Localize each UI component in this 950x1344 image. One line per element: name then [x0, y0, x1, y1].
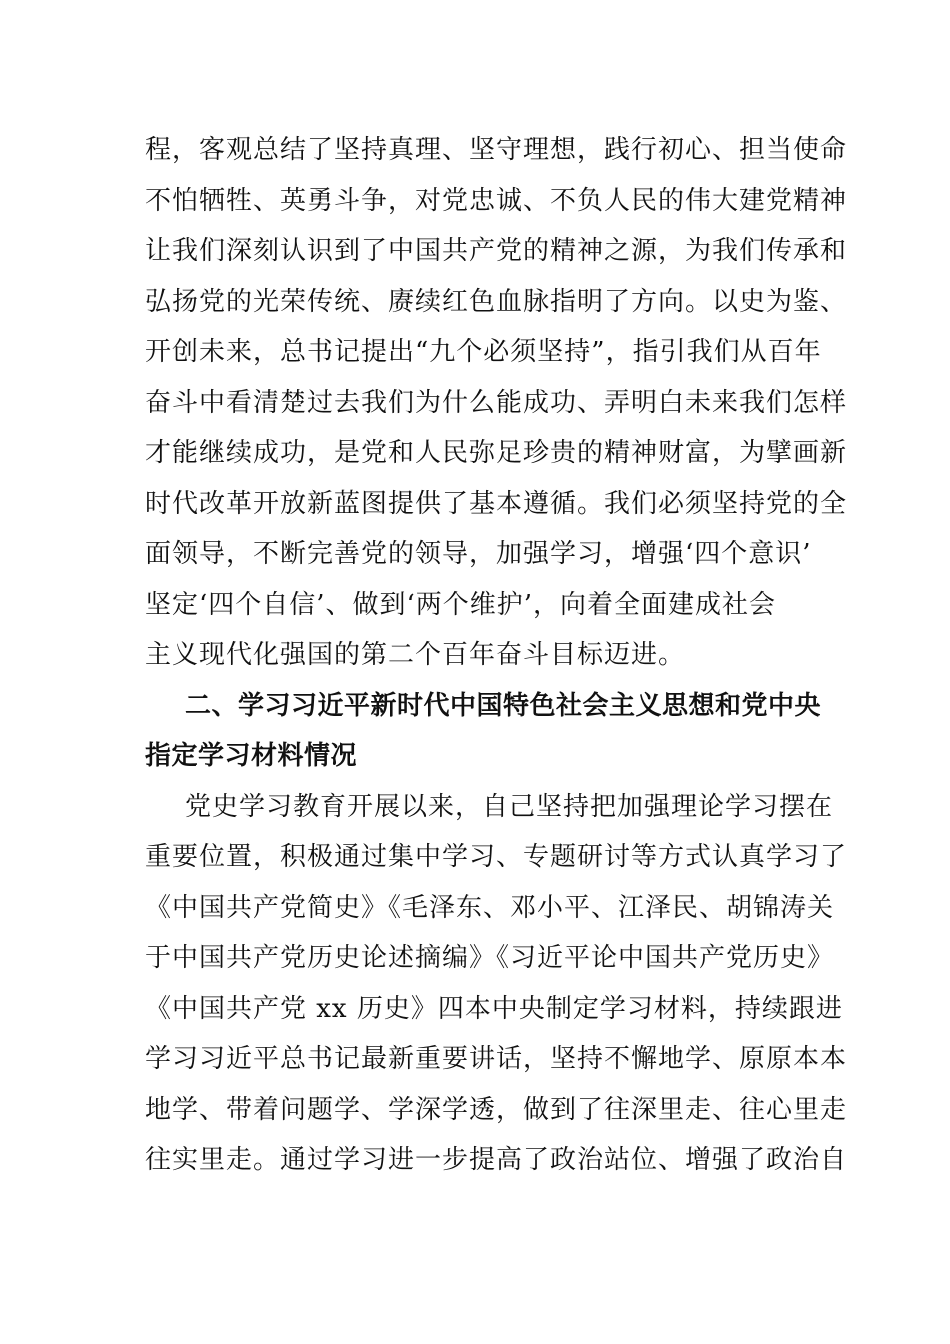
body-line: 重要位置，积极通过集中学习、专题研讨等方式认真学习了: [145, 842, 848, 872]
body-line: 时代改革开放新蓝图提供了基本遵循。我们必须坚持党的全: [145, 489, 848, 519]
body-line: 往实里走。通过学习进一步提高了政治站位、增强了政治自: [145, 1145, 848, 1175]
body-line: 于中国共产党历史论述摘编》《习近平论中国共产党历史》: [145, 943, 835, 973]
section-heading-continued: 指定学习材料情况: [145, 741, 358, 771]
paragraph-first-line: 党史学习教育开展以来，自己坚持把加强理论学习摆在: [185, 792, 834, 822]
body-line: 才能继续成功，是党和人民弥足珍贵的精神财富，为擘画新: [145, 438, 848, 468]
body-line: 程，客观总结了坚持真理、坚守理想，践行初心、担当使命: [145, 135, 848, 165]
body-line: 奋斗中看清楚过去我们为什么能成功、弄明白未来我们怎样: [145, 388, 848, 418]
body-line: 开创未来，总书记提出“九个必须坚持”，指引我们从百年: [145, 337, 822, 367]
body-line: 弘扬党的光荣传统、赓续红色血脉指明了方向。以史为鉴、: [145, 287, 848, 317]
body-line: 坚定‘四个自信’、做到‘两个维护’，向着全面建成社会: [145, 590, 777, 620]
body-line: 主义现代化强国的第二个百年奋斗目标迈进。: [145, 640, 686, 670]
body-line: 地学、带着问题学、学深学透，做到了往深里走、往心里走: [145, 1095, 848, 1125]
body-line: 不怕牺牲、英勇斗争，对党忠诚、不负人民的伟大建党精神: [145, 186, 848, 216]
body-line: 《中国共产党 xx 历史》四本中央制定学习材料，持续跟进: [145, 994, 843, 1024]
body-line: 面领导，不断完善党的领导，加强学习，增强‘四个意识’: [145, 539, 812, 569]
body-line: 《中国共产党简史》《毛泽东、邓小平、江泽民、胡锦涛关: [145, 893, 835, 923]
body-line: 学习习近平总书记最新重要讲话，坚持不懈地学、原原本本: [145, 1044, 848, 1074]
section-heading: 二、学习习近平新时代中国特色社会主义思想和党中央: [185, 691, 822, 721]
body-line: 让我们深刻认识到了中国共产党的精神之源，为我们传承和: [145, 236, 848, 266]
